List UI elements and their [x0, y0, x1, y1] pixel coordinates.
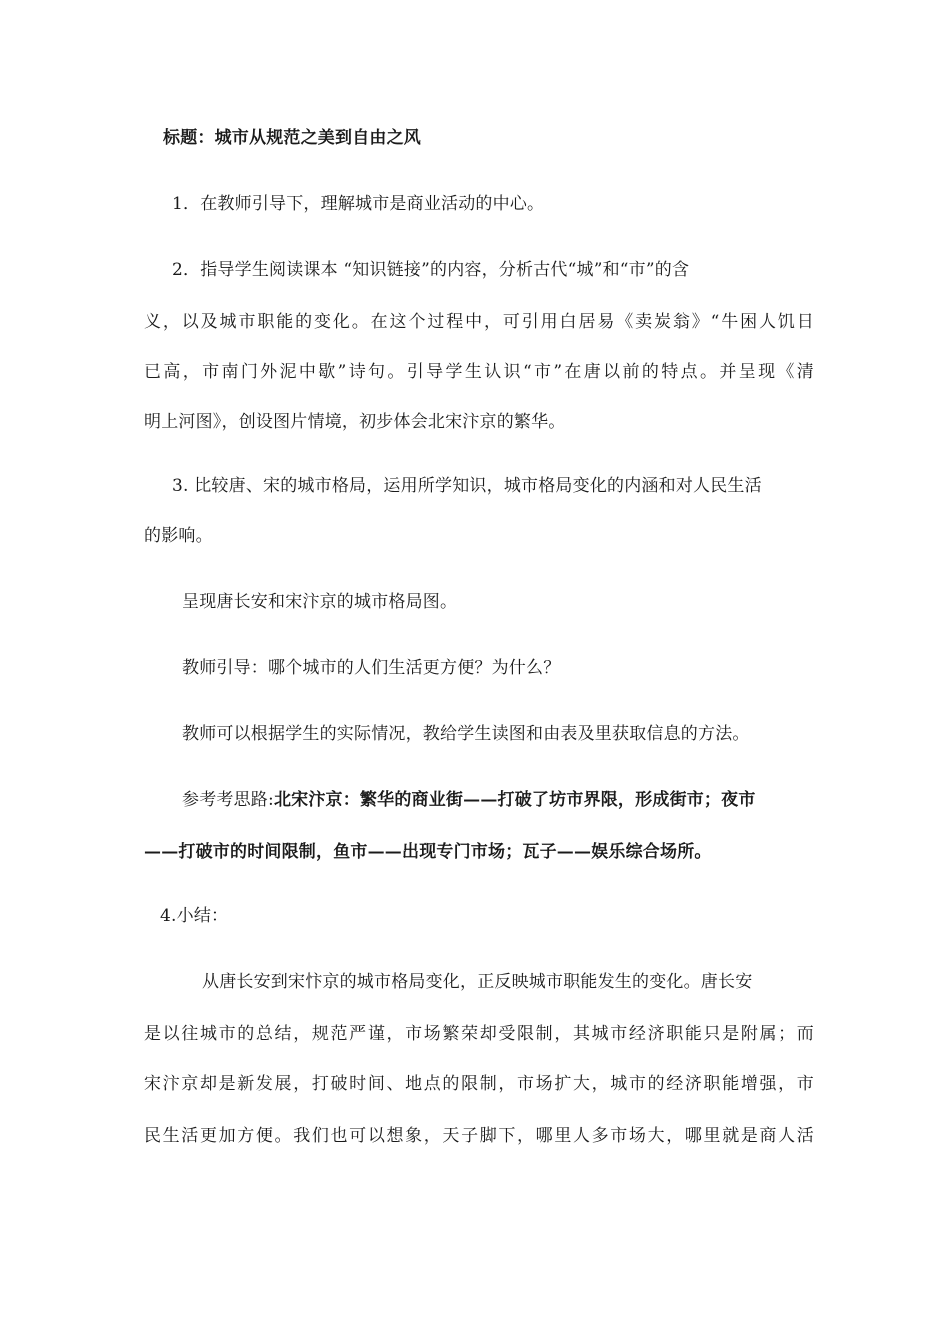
item-1-line-1: 1．在教师引导下，理解城市是商业活动的中心。 — [172, 194, 545, 214]
summary-line-4: 民生活更加方便。我们也可以想象，天子脚下，哪里人多市场大，哪里就是商人活 — [144, 1126, 814, 1146]
note-line-1: 呈现唐长安和宋汴京的城市格局图。 — [182, 592, 458, 612]
item-2-line-4: 明上河图》，创设图片情境，初步体会北宋汴京的繁华。 — [144, 412, 566, 432]
summary-line-1: 从唐长安到宋忭京的城市格局变化，正反映城市职能发生的变化。唐长安 — [202, 972, 753, 992]
summary-heading: 4.小结： — [160, 906, 229, 926]
item-2-line-3: 已高，市南门外泥中歇”诗句。引导学生认识“市”在唐以前的特点。并呈现《清 — [144, 362, 814, 382]
item-2-line-2: 义，以及城市职能的变化。在这个过程中，可引用白居易《卖炭翁》“牛困人饥日 — [144, 312, 814, 332]
summary-line-3: 宋汴京却是新发展，打破时间、地点的限制，市场扩大，城市的经济职能增强，市 — [144, 1074, 814, 1094]
document-title: 标题：城市从规范之美到自由之风 — [163, 128, 421, 148]
reference-line-2: ——打破市的时间限制，鱼市——出现专门市场；瓦子——娱乐综合场所。 — [144, 842, 712, 862]
reference-label: 参考考思路: — [182, 790, 274, 810]
item-2-line-1: 2．指导学生阅读课本 “知识链接”的内容，分析古代“城”和“市”的含 — [172, 260, 690, 280]
item-3-line-1: 3. 比较唐、宋的城市格局，运用所学知识，城市格局变化的内涵和对人民生活 — [172, 476, 762, 496]
item-3-line-2: 的影响。 — [144, 526, 213, 546]
reference-bold-1: 北宋汴京：繁华的商业街——打破了坊市界限，形成街市；夜市 — [273, 790, 756, 810]
summary-line-2: 是以往城市的总结，规范严谨，市场繁荣却受限制，其城市经济职能只是附属；而 — [144, 1024, 814, 1044]
reference-line-1 — [182, 788, 814, 812]
note-line-3: 教师可以根据学生的实际情况，教给学生读图和由表及里获取信息的方法。 — [182, 724, 750, 744]
note-line-2: 教师引导：哪个城市的人们生活更方便？为什么？ — [182, 658, 561, 678]
